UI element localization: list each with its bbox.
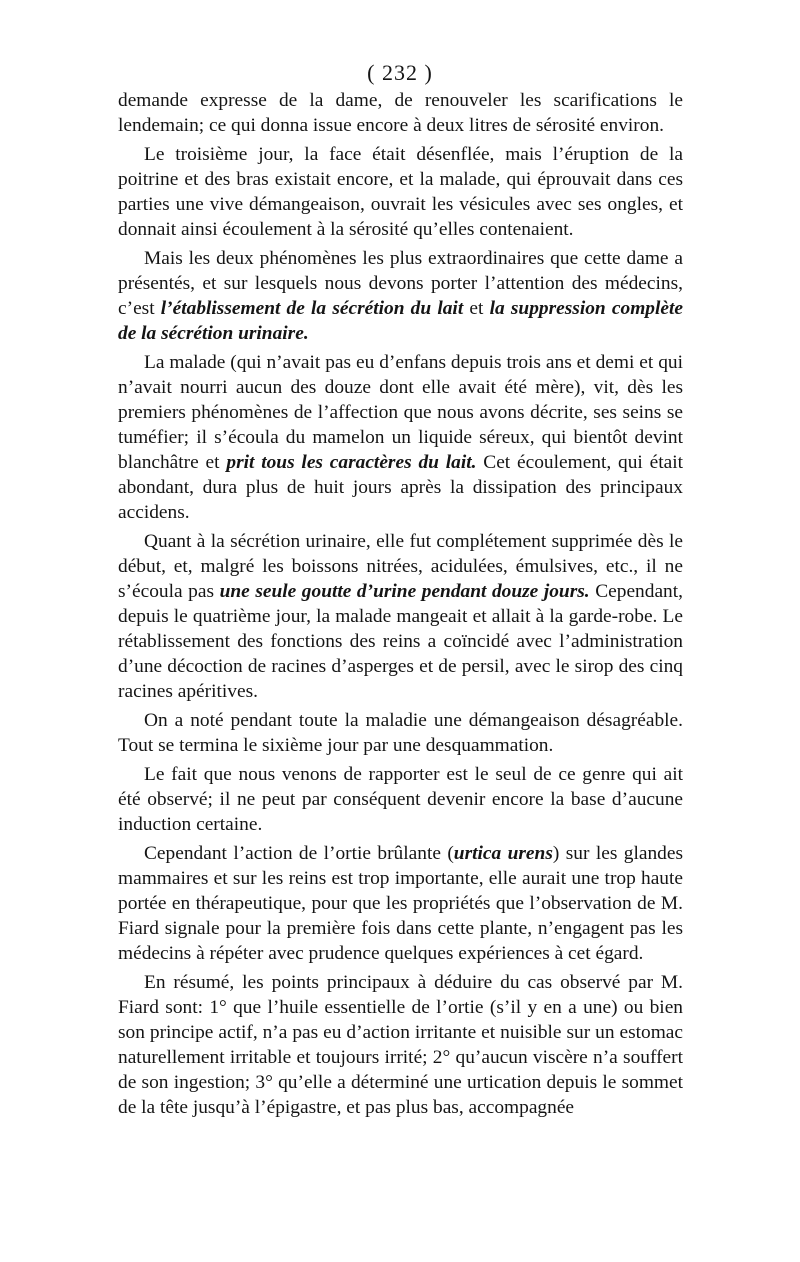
text-run: et bbox=[463, 298, 490, 319]
body-text bbox=[118, 88, 683, 1124]
paragraph bbox=[118, 142, 683, 242]
paragraph bbox=[118, 970, 683, 1120]
text-run: Cet écoulement, qui était abondant, dura plus de huit jours après la dissipation des principaux accidens. bbox=[118, 452, 684, 523]
italic-text: la suppression complète de la sécrétion urinaire. bbox=[118, 298, 683, 344]
italic-text: l’établissement de la sécrétion du lait bbox=[160, 298, 464, 319]
paragraph bbox=[118, 529, 683, 704]
paragraph bbox=[118, 762, 683, 837]
text-run: Quant à la sécrétion urinaire, elle fut complétement supprimée dès le début, et, malgré les boissons nitrées, acidulées, émulsives, etc., il ne s’écoula pas bbox=[118, 531, 683, 602]
text-run: Cependant, depuis le quatrième jour, la malade mangeait et allait à la garde-robe. Le rétablissement des fonctions des reins a coïncidé avec l’administration d’une décoction de racines d’asperges et de persil, avec le sirop des cinq racines apéritives. bbox=[118, 581, 683, 702]
page-number: ( 232 ) bbox=[367, 60, 433, 85]
text-run: Mais les deux phénomènes les plus extraordinaires que cette dame a présentés, et sur lesquels nous devons porter l’attention des médecins, c’est bbox=[118, 248, 683, 319]
italic-text: prit tous les caractères du lait. bbox=[226, 452, 477, 473]
text-run: Cependant l’action de l’ortie brûlante ( bbox=[144, 843, 454, 864]
paragraph bbox=[118, 88, 683, 138]
text-run: ) sur les glandes mammaires et sur les reins est trop importante, elle aurait une trop haute portée en thérapeutique, pour que les propriétés que l’observation de M. Fiard signale pour la première fois dans cette plante, n’engagent pas les médecins à répéter avec prudence quelques expériences à cet égard. bbox=[118, 843, 683, 964]
text-run: En résumé, les points principaux à déduire du cas observé par M. Fiard sont: 1° que l’huile essentielle de l’ortie (s’il y en a une) ou bien son principe actif, n’a pas eu d’action irritante et nuisible sur un estomac naturellement irritable et toujours irrité; 2° qu’aucun viscère n’a souffert de son ingestion; 3° qu’elle a déterminé une urtication depuis le sommet de la tête jusqu’à l’épigastre, et pas plus bas, accompagnée bbox=[118, 972, 683, 1118]
paragraph bbox=[118, 350, 683, 525]
text-run: demande expresse de la dame, de renouveler les scarifications le lendemain; ce qui donna issue encore à deux litres de sérosité environ. bbox=[118, 90, 683, 136]
text-run: On a noté pendant toute la maladie une démangeaison désagréable. Tout se termina le sixième jour par une desquammation. bbox=[118, 710, 683, 756]
text-run: Le troisième jour, la face était désenflée, mais l’éruption de la poitrine et des bras existait encore, et la malade, qui éprouvait dans ces parties une vive démangeaison, ouvrait les vésicules avec ses ongles, et donnait ainsi écoulement à la sérosité qu’elles contenaient. bbox=[118, 144, 683, 240]
paragraph bbox=[118, 841, 683, 966]
italic-text: une seule goutte d’urine pendant douze jours. bbox=[219, 581, 590, 602]
text-run: Le fait que nous venons de rapporter est le seul de ce genre qui ait été observé; il ne peut par conséquent devenir encore la base d’aucune induction certaine. bbox=[118, 764, 683, 835]
italic-text: urtica urens bbox=[453, 843, 553, 864]
text-run: La malade (qui n’avait pas eu d’enfans depuis trois ans et demi et qui n’avait nourri aucun des douze dont elle avait été mère), vit, dès les premiers phénomènes de l’affection que nous avons décrite, ses seins se tuméfier; il s’écoula du mamelon un liquide séreux, qui bientôt devint blanchâtre et bbox=[118, 352, 683, 473]
paragraph bbox=[118, 708, 683, 758]
paragraph bbox=[118, 246, 683, 346]
